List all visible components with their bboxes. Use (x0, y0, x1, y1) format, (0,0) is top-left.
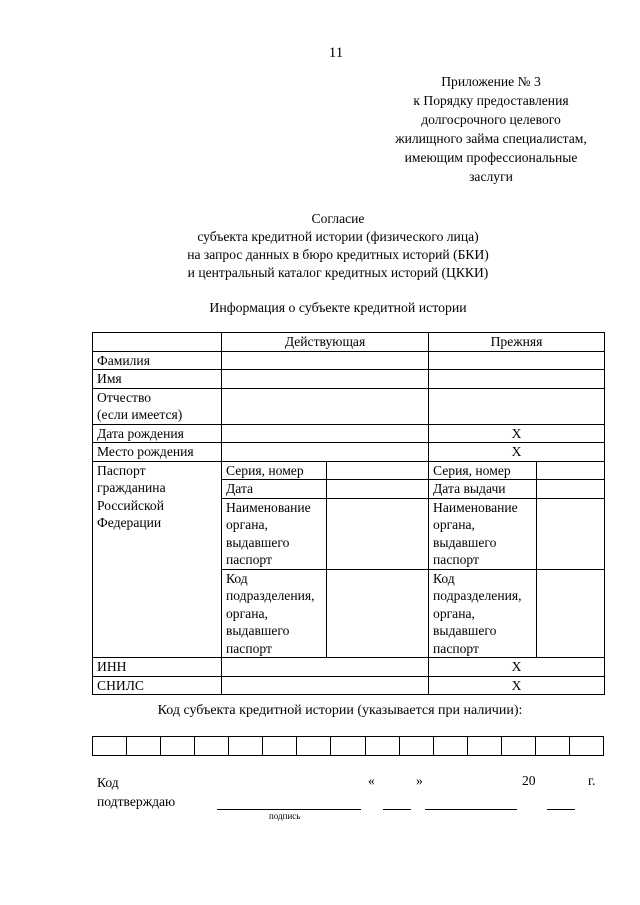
appendix-line: жилищного займа специалистам, (395, 131, 587, 146)
label-line: органа, (226, 605, 268, 621)
code-cell[interactable] (127, 737, 161, 755)
current-date-label: Дата (222, 480, 327, 499)
current-division-field[interactable] (327, 569, 429, 658)
label-line: паспорт (433, 552, 479, 567)
table-row-snils (93, 676, 605, 695)
label-line: Наименование (433, 499, 518, 515)
table-row-inn (93, 658, 605, 677)
table-row-patronymic (93, 388, 605, 424)
current-snils-field[interactable] (222, 676, 429, 695)
current-surname-field[interactable] (222, 351, 429, 370)
section-subtitle: Информация о субъекте кредитной истории (209, 300, 467, 315)
confirm-text (97, 773, 175, 811)
table-row-passport-series (93, 461, 605, 480)
table-row-birth-place (93, 443, 605, 462)
label-line: органа, (433, 517, 475, 532)
previous-authority-label (429, 498, 537, 569)
previous-series-field[interactable] (537, 461, 605, 480)
code-cell[interactable] (502, 737, 536, 755)
passport-label-line: Паспорт (97, 462, 146, 478)
passport-label-line: Федерации (97, 515, 162, 530)
table-row-name (93, 370, 605, 389)
table-row-surname (93, 351, 605, 370)
header-current: Действующая (222, 333, 429, 352)
signature-line[interactable] (217, 809, 361, 810)
previous-division-field[interactable] (537, 569, 605, 658)
table-header-row (93, 333, 605, 352)
code-cell[interactable] (331, 737, 365, 755)
label-line: выдавшего (433, 623, 497, 638)
code-cell[interactable] (93, 737, 127, 755)
label-line: паспорт (226, 640, 272, 656)
current-name-field[interactable] (222, 370, 429, 389)
header-empty-cell (93, 333, 222, 352)
passport-label (93, 461, 222, 658)
previous-date-field[interactable] (537, 480, 605, 499)
label-line: подразделения, (226, 588, 315, 603)
code-cell[interactable] (161, 737, 195, 755)
code-cell[interactable] (229, 737, 263, 755)
signature-note: подпись (269, 811, 301, 821)
label-line: органа, (226, 517, 268, 532)
previous-patronymic-field[interactable] (429, 388, 605, 424)
page-number: 11 (328, 45, 344, 61)
header-previous: Прежняя (429, 333, 605, 352)
row-label-line: Отчество (97, 389, 152, 405)
previous-name-field[interactable] (429, 370, 605, 389)
document-title (150, 210, 526, 282)
title-line: и центральный каталог кредитных историй (ЦККИ) (187, 265, 489, 280)
label-line: подразделения, (433, 588, 522, 603)
row-label (93, 388, 222, 424)
appendix-line: к Порядку предоставления (413, 93, 569, 108)
label-line: выдавшего (226, 534, 290, 550)
x-mark: Х (429, 424, 605, 443)
row-label: Имя (93, 370, 222, 389)
previous-surname-field[interactable] (429, 351, 605, 370)
quote-left: « (368, 773, 375, 788)
code-cell[interactable] (434, 737, 468, 755)
subject-code-cells (92, 736, 604, 756)
year-line[interactable] (547, 809, 575, 810)
appendix-line: имеющим профессиональные (404, 150, 578, 165)
code-cell[interactable] (263, 737, 297, 755)
subject-code-label: Код субъекта кредитной истории (указывается при наличии): (157, 703, 523, 718)
passport-label-line: Российской (97, 497, 164, 513)
title-line: субъекта кредитной истории (физического лица) (197, 229, 479, 244)
appendix-line: заслуги (469, 169, 513, 184)
label-line: Наименование (226, 499, 311, 515)
month-line[interactable] (425, 809, 517, 810)
row-label: СНИЛС (93, 676, 222, 695)
day-line[interactable] (383, 809, 411, 810)
appendix-line: Приложение № 3 (441, 74, 541, 89)
passport-label-line: гражданина (97, 480, 166, 495)
row-label: Дата рождения (93, 424, 222, 443)
appendix-header (380, 72, 602, 186)
current-authority-label (222, 498, 327, 569)
label-line: Код (433, 570, 455, 586)
previous-authority-field[interactable] (537, 498, 605, 569)
code-cell[interactable] (468, 737, 502, 755)
label-line: выдавшего (433, 534, 497, 550)
previous-division-label (429, 569, 537, 658)
code-cell[interactable] (536, 737, 570, 755)
confirm-line: Код (97, 775, 119, 790)
row-label: ИНН (93, 658, 222, 677)
row-label-line: (если имеется) (97, 407, 183, 422)
label-line: паспорт (226, 552, 272, 567)
previous-series-label: Серия, номер (429, 461, 537, 480)
year-suffix: г. (588, 773, 596, 788)
x-mark: Х (429, 676, 605, 695)
table-row-birth-date (93, 424, 605, 443)
label-line: паспорт (433, 640, 479, 656)
row-label: Место рождения (93, 443, 222, 462)
current-series-field[interactable] (327, 461, 429, 480)
confirm-line: подтверждаю (97, 794, 176, 809)
subject-info-table (92, 332, 605, 695)
year-prefix: 20 (522, 773, 536, 788)
code-cell[interactable] (366, 737, 400, 755)
current-birth-date-field[interactable] (222, 424, 429, 443)
current-date-field[interactable] (327, 480, 429, 499)
label-line: выдавшего (226, 623, 290, 638)
code-cell[interactable] (570, 737, 604, 755)
x-mark: Х (429, 443, 605, 462)
row-label: Фамилия (93, 351, 222, 370)
x-mark: Х (429, 658, 605, 677)
code-cell[interactable] (195, 737, 229, 755)
title-line: Согласие (311, 211, 365, 226)
current-division-label (222, 569, 327, 658)
current-inn-field[interactable] (222, 658, 429, 677)
code-cell[interactable] (297, 737, 331, 755)
label-line: Код (226, 570, 248, 586)
title-line: на запрос данных в бюро кредитных историй (БКИ) (187, 247, 489, 262)
code-cell[interactable] (400, 737, 434, 755)
quote-right: » (416, 773, 423, 788)
label-line: органа, (433, 605, 475, 621)
previous-date-label: Дата выдачи (429, 480, 537, 499)
current-patronymic-field[interactable] (222, 388, 429, 424)
current-birth-place-field[interactable] (222, 443, 429, 462)
appendix-line: долгосрочного целевого (421, 112, 561, 127)
current-authority-field[interactable] (327, 498, 429, 569)
current-series-label: Серия, номер (222, 461, 327, 480)
